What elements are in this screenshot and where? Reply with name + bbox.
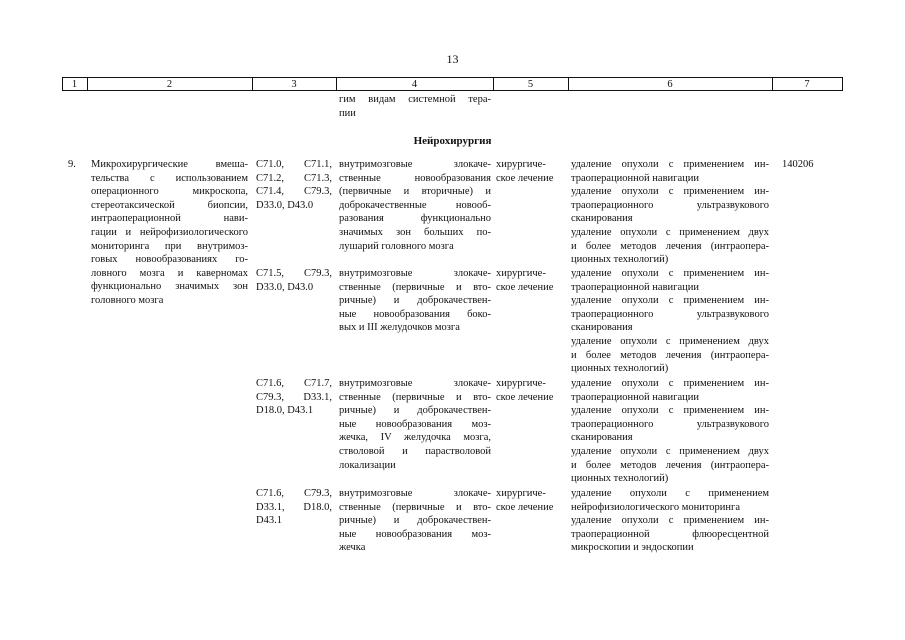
column-number: 2 bbox=[166, 79, 173, 90]
treatment-name: Микрохирургические вмеша- тельства с использованием операционного микроскопа, стереотаксической биопсии, интраоперационной нави- гации и нейрофизиологического мониторинга при внутримоз- говых новообразованиях го- ловного мозга и каверномах функционально значимых зон головного мозга bbox=[91, 159, 248, 306]
column-number: 5 bbox=[527, 79, 534, 90]
treatment-methods: удаление опухоли с применением ин- траоперационной навигации удаление опухоли с применением ин- траоперационного ультразвукового сканирования удаление опухоли с применением двух и более методов лечения (интраопера- ционных технологий) bbox=[571, 159, 769, 266]
patient-model: внутримозговые злокаче- ственные новообразования (первичные и вторичные) и доброкачественные новооб- разования функционально значимых зон больших по- лушарий головного мозга bbox=[339, 159, 491, 252]
treatment-methods: удаление опухоли с применением ин- траоперационной навигации удаление опухоли с применением ин- траоперационного ультразвукового сканирования удаление опухоли с применением двух и более методов лечения (интраопера- ционных технологий) bbox=[571, 378, 769, 485]
treatment-code: 140206 bbox=[782, 159, 814, 170]
mkb-codes: C71.0, C71.1, C71.2, C71.3, C71.4, C79.3, D33.0, D43.0 bbox=[256, 159, 332, 211]
section-title: Нейрохирургия bbox=[413, 135, 492, 147]
mkb-codes: C71.6, C71.7, C79.3, D33.1, D18.0, D43.1 bbox=[256, 378, 332, 417]
mkb-codes: C71.6, C79.3, D33.1, D18.0, D43.1 bbox=[256, 488, 332, 527]
treatment-type: хирургиче- ское лечение bbox=[496, 378, 554, 403]
patient-model: внутримозговые злокаче- ственные (первичные и вто- ричные) и доброкачествен- ные новообразования моз- жечка, IV желудочка мозга, стволовой и парастволовой локализации bbox=[339, 378, 491, 471]
treatment-type: хирургиче- ское лечение bbox=[496, 268, 554, 293]
column-number: 4 bbox=[411, 79, 418, 90]
treatment-methods: удаление опухоли с применением ин- траоперационной навигации удаление опухоли с применением ин- траоперационного ультразвукового сканирования удаление опухоли с применением двух и более методов лечения (интраопера- ционных технологий) bbox=[571, 268, 769, 375]
mkb-codes: C71.5, C79.3, D33.0, D43.0 bbox=[256, 268, 332, 293]
column-number: 6 bbox=[667, 79, 673, 90]
column-number: 1 bbox=[71, 79, 78, 90]
continuation-text: гим видам системной тера- пии bbox=[339, 94, 491, 119]
treatment-type: хирургиче- ское лечение bbox=[496, 488, 554, 513]
header-divider bbox=[842, 77, 843, 91]
row-number: 9. bbox=[68, 159, 76, 170]
patient-model: внутримозговые злокаче- ственные (первичные и вто- ричные) и доброкачествен- ные новообразования боко- вых и III желудочков мозга bbox=[339, 268, 491, 334]
page-number: 13 bbox=[446, 52, 459, 66]
patient-model: внутримозговые злокаче- ственные (первичные и вто- ричные) и доброкачествен- ные новообразования моз- жечка bbox=[339, 488, 491, 554]
treatment-type: хирургиче- ское лечение bbox=[496, 159, 554, 184]
column-number: 3 bbox=[291, 79, 297, 90]
treatment-methods: удаление опухоли с применением нейрофизиологического мониторинга удаление опухоли с применением ин- траоперационной флюоресцентной микроскопии и эндоскопии bbox=[571, 488, 769, 554]
column-number: 7 bbox=[804, 79, 810, 90]
